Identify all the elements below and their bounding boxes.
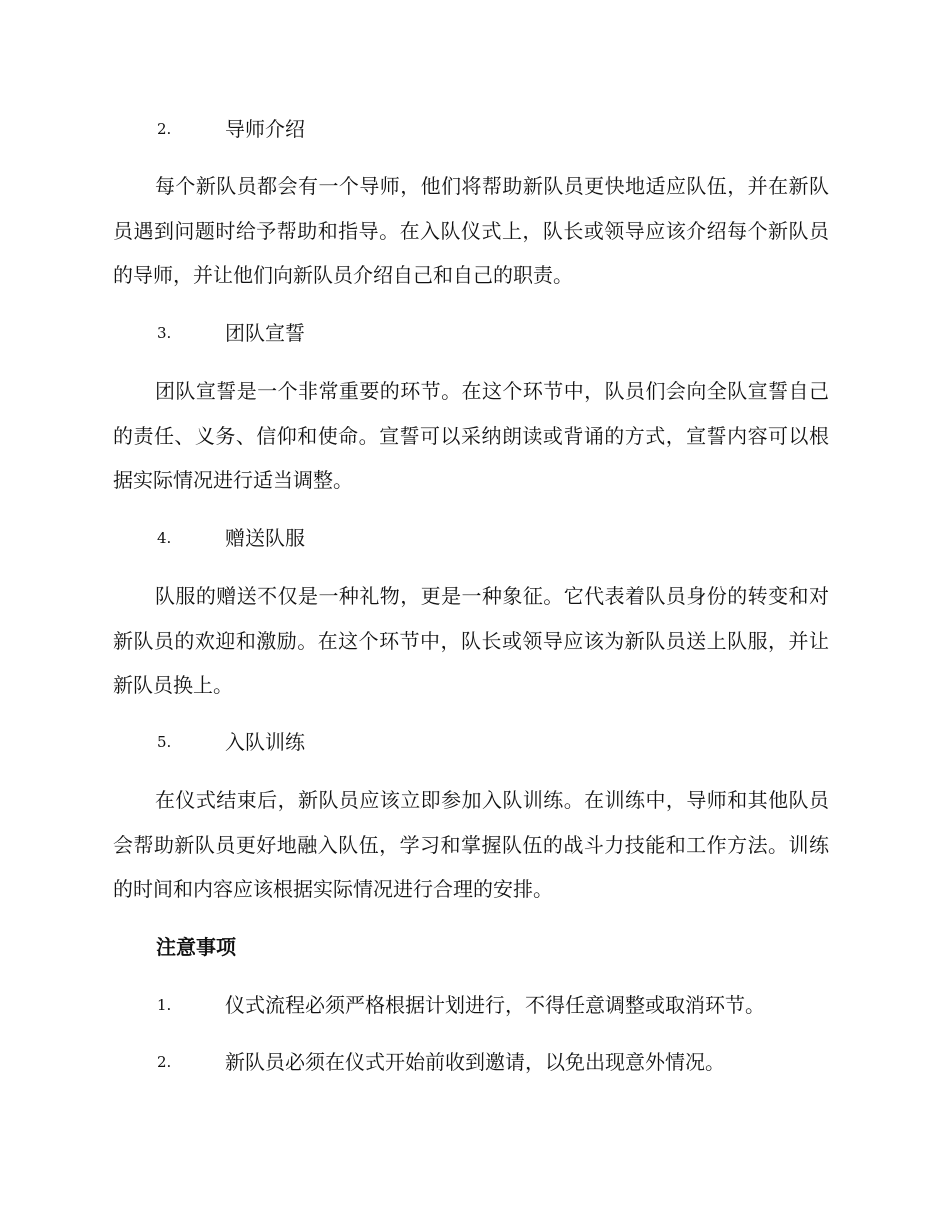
section-number: 5. — [157, 733, 172, 751]
notes-item-number: 2. — [157, 1053, 172, 1071]
section-title: 入队训练 — [225, 730, 305, 754]
section-title: 导师介绍 — [225, 117, 305, 141]
section-heading-mentor — [113, 114, 833, 144]
section-body-mentor: 每个新队员都会有一个导师，他们将帮助新队员更快地适应队伍，并在新队员遇到问题时给予帮助和指导。在入队仪式上，队长或领导应该介绍每个新队员的导师，并让他们向新队员介绍自己和自己的职责。 — [113, 174, 829, 287]
section-heading-training — [113, 727, 833, 757]
notes-item-number: 1. — [157, 996, 172, 1014]
notes-item — [113, 990, 833, 1020]
section-title: 团队宣誓 — [225, 321, 305, 345]
notes-item-text: 新队员必须在仪式开始前收到邀请，以免出现意外情况。 — [225, 1050, 725, 1074]
section-body-training: 在仪式结束后，新队员应该立即参加入队训练。在训练中，导师和其他队员会帮助新队员更好地融入队伍，学习和掌握队伍的战斗力技能和工作方法。训练的时间和内容应该根据实际情况进行合理的安排。 — [113, 788, 829, 901]
section-body-uniform: 队服的赠送不仅是一种礼物，更是一种象征。它代表着队员身份的转变和对新队员的欢迎和激励。在这个环节中，队长或领导应该为新队员送上队服，并让新队员换上。 — [113, 584, 829, 697]
section-number: 4. — [157, 529, 172, 547]
notes-heading: 注意事项 — [156, 935, 236, 959]
section-title: 赠送队服 — [225, 526, 305, 550]
notes-item-text: 仪式流程必须严格根据计划进行，不得任意调整或取消环节。 — [225, 993, 765, 1017]
section-heading-oath — [113, 318, 833, 348]
notes-item — [113, 1047, 833, 1077]
section-number: 3. — [157, 324, 172, 342]
section-body-oath: 团队宣誓是一个非常重要的环节。在这个环节中，队员们会向全队宣誓自己的责任、义务、信仰和使命。宣誓可以采纳朗读或背诵的方式，宣誓内容可以根据实际情况进行适当调整。 — [113, 379, 829, 492]
section-number: 2. — [157, 120, 172, 138]
section-heading-uniform — [113, 523, 833, 553]
